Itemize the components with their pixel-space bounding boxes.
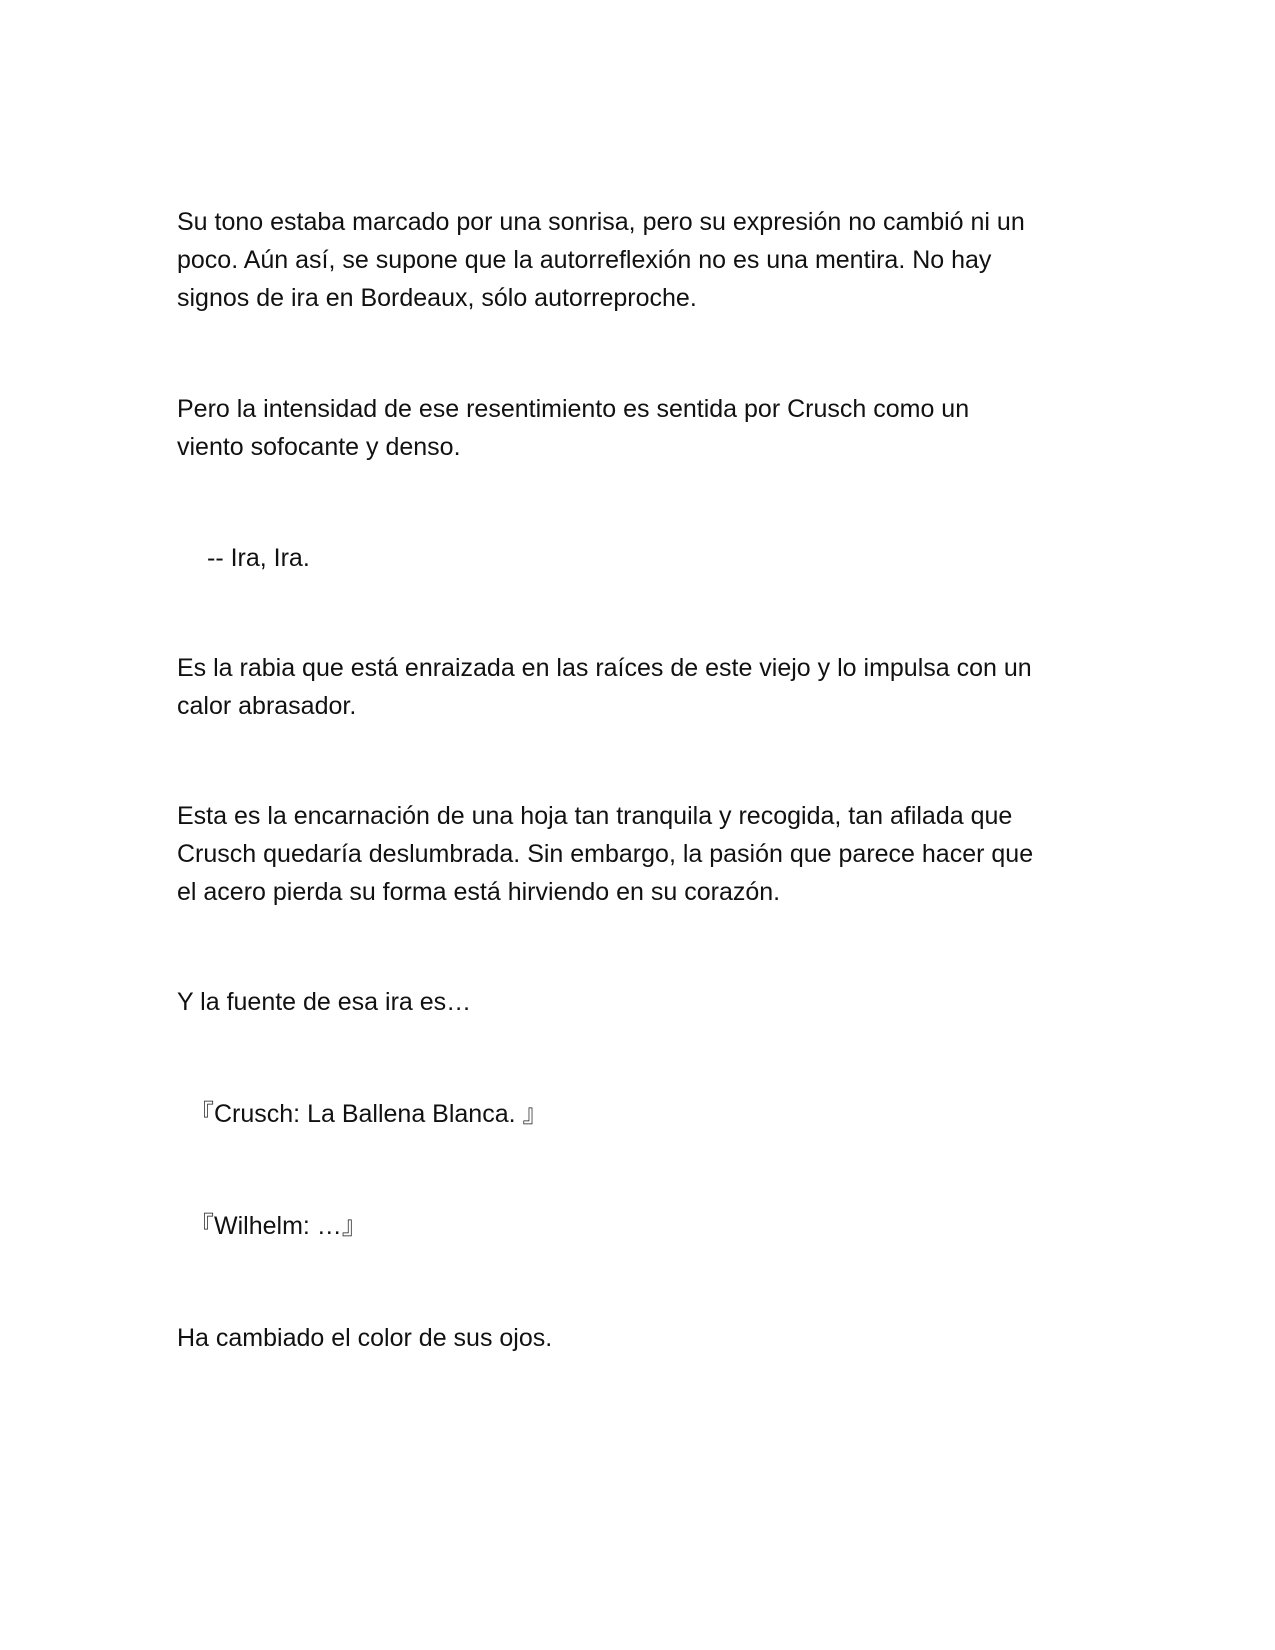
text-line: poco. Aún así, se supone que la autorreflexión no es una mentira. No hay xyxy=(177,246,992,274)
text-line: 『Crusch: La Ballena Blanca. 』 xyxy=(189,1100,548,1128)
dialogue-crusch xyxy=(189,1095,1109,1133)
paragraph-source xyxy=(177,983,1097,1021)
text-line: 『Wilhelm: …』 xyxy=(189,1212,367,1240)
text-line: calor abrasador. xyxy=(177,692,357,720)
text-line: -- Ira, Ira. xyxy=(207,544,310,572)
text-line: Es la rabia que está enraizada en las raíces de este viejo y lo impulsa con un xyxy=(177,654,1032,682)
text-line: Ha cambiado el color de sus ojos. xyxy=(177,1324,553,1352)
text-line: viento sofocante y denso. xyxy=(177,433,461,461)
text-line: Pero la intensidad de ese resentimiento es sentida por Crusch como un xyxy=(177,395,970,423)
paragraph-eyes xyxy=(177,1319,1097,1357)
text-line: el acero pierda su forma está hirviendo en su corazón. xyxy=(177,878,781,906)
paragraph-rage xyxy=(177,649,1097,725)
text-line: Esta es la encarnación de una hoja tan tranquila y recogida, tan afilada que xyxy=(177,802,1013,830)
paragraph-blade xyxy=(177,797,1097,911)
paragraph-ira xyxy=(207,539,1127,577)
text-line: Crusch quedaría deslumbrada. Sin embargo, la pasión que parece hacer que xyxy=(177,840,1034,868)
dialogue-wilhelm xyxy=(189,1207,1109,1245)
paragraph-bordeaux-expression xyxy=(177,203,1097,317)
paragraph-resentment xyxy=(177,390,1097,466)
text-line: Su tono estaba marcado por una sonrisa, pero su expresión no cambió ni un xyxy=(177,208,1025,236)
text-line: signos de ira en Bordeaux, sólo autorreproche. xyxy=(177,284,697,312)
text-line: Y la fuente de esa ira es… xyxy=(177,988,472,1016)
